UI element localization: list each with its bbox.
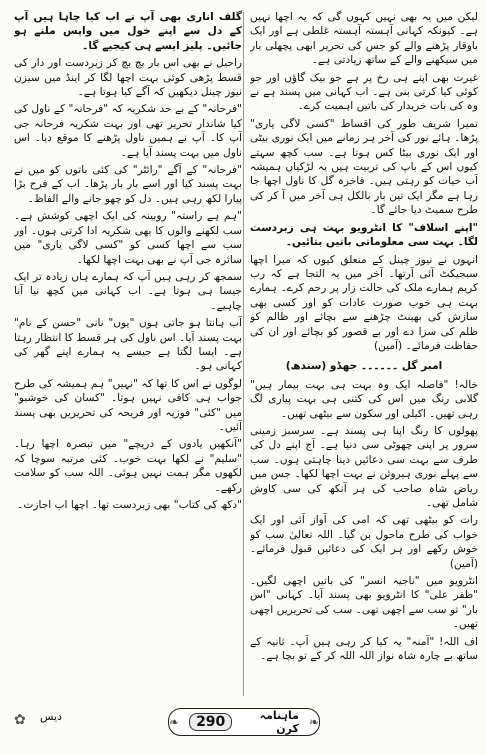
paragraph: راحیل نے بھی اس بار بچ بچ کر زبردست اور دار کی قسط پڑھی کوئی بہت اچھا لگا کر اینڈ میں سیزن نیوز چینل دیکھیں کہ آگے کیا ہوتا ہے۔ bbox=[14, 57, 242, 99]
paragraph: لیکن میں یہ بھی نہیں کہوں گی کہ یہ اچھا نہیں ہے۔ کیونکہ کہانی آہستہ آہستہ غلطی ہے اور ایک باوقار پڑھنے والے کو جس کی تحریر ابھی پچھلی بار میں سیکھنے والے کے ساتھ زیادتی ہے۔ bbox=[250, 11, 478, 67]
page-number: 290 bbox=[189, 713, 232, 731]
left-column bbox=[14, 10, 242, 698]
paragraph: پھولوں کا رنگ اپنا ہی پسند ہے۔ سرسبز زمینی سرور پر اپنی چھوٹی سی دنیا ہے۔ آج اپنے دل کی طرف سے بہت سی دعائیں دینا چاہتی ہوں۔ سب سے پہلے نوری ہیروئن نے بہت اچھا لکھا۔ جس میں ریاض شاہ صاحب کی ہر آنکھ کی سی کاوش شامل تھی۔ bbox=[250, 424, 478, 509]
paragraph: لوگوں نے اس کا تھا کہ "نہیں" ہم ہمیشہ کی طرح جواب ہی کافی نہیں ہوتا۔ "کسان کی خوشبو" میں "کئی" فوزیہ اور فریحہ کی تحریریں بھی پسند آئیں۔ bbox=[14, 377, 242, 433]
paragraph: خالہ! "فاصلہ ایک وہ بہت ہی بہت بیمار ہیں" گلابی رنگ میں اس کی کتنی ہی بہت پیاری لگ رہی تھیں۔ اکیلی اور سکون سے بیٹھی تھیں۔ bbox=[250, 378, 478, 420]
paragraph: انٹرویو میں "ناجیہ انسر" کی باتیں اچھی لگیں۔ "ظفر علی" کا انٹرویو بھی پسند آیا۔ کہانی "اس بار" تو سب سے اچھی تھی۔ سب کی تحریریں اچھی تھیں۔ bbox=[250, 575, 478, 631]
paragraph: انہوں نے نیوز چینل کے متعلق کیوں کہ میرا اچھا سبجیکٹ آئی آرتھا۔ آخر میں یہ التجا ہے کہ رب کریم ہمارے ملک کی حالت زار پر رحم کرے۔ ہمارے بہت ہی خوب صورت عادات کو اور کسی بھی سازش کی بھینٹ چڑھنے سے بچائے اور ظالم کو ظلم کی سزا دے اور بے قصور کو بچائے اور ان کی حفاظت فرمائے۔ (آمین) bbox=[250, 253, 478, 352]
right-column bbox=[250, 10, 478, 698]
paragraph: "ہم ہے راستہ" روبینہ کی ایک اچھی کوشش ہے۔ سب لکھنے والوں کا بھی شکریہ ادا کرتی ہوں۔ اور سب سے اچھا کسی کو "کسی لاگی یاری" میں سائرہ جی آپ نے بھی بہت اچھا لکھا۔ bbox=[14, 210, 242, 266]
paragraph: گلف اناری بھی آپ نے اب کیا چاہا ہیں آپ کے دل سے اپنے خول میں واپس ملنے ہو جائیں۔ پلیز ایسے ہی کیجیے گا۔ bbox=[14, 11, 242, 52]
ornament-icon: ❧ bbox=[308, 715, 319, 729]
paragraph: غیرت بھی اپنے ہی رخ پر ہے جو بیک گاؤں اور جو کوئی کیا کرتی بنی ہے۔ اب کہانی میں پسند ہے نے وہ کی بات خریدار کی باتیں اہمیت کرے۔ bbox=[250, 71, 478, 113]
paragraph: "دکھ کی کتاب" بھی زبردست تھا۔ اچھا اب اجازت۔ bbox=[17, 499, 242, 511]
column-divider bbox=[243, 12, 244, 696]
paragraph: سمجھ کر رہی ہیں آپ کہ ہمارے ہاں زیادہ تر ایک جیسا ہی ہوتا ہے۔ اب کہانی میں کچھ نیا آنا چاہیے۔ bbox=[14, 270, 242, 312]
flower-icon: ✿ bbox=[14, 712, 26, 728]
paragraph: "فرحانہ" کے آگے "رائٹر" کی کئی باتوں کو میں نے بہت پسند کیا اور اسے بار بار پڑھا۔ اب کے فرح بڑا پیارا لکھ رہی ہیں۔ دل کو چھو جانے والے الفاظ۔ bbox=[14, 164, 242, 205]
paragraph: "اپنے اسلاف" کا انٹرویو بہت ہی زبردست لگا۔ بہت سی معلوماتی باتیں بتائیں۔ bbox=[250, 221, 478, 249]
paragraph: اف اللہ! "آمنہ" یہ کیا کر رہی ہیں آپ۔ ثانیہ کے ساتھ بے چارہ شاہ نواز اللہ اللہ کر کے تو بچا ہے۔ bbox=[250, 635, 478, 663]
reader-note: دیس bbox=[40, 710, 62, 723]
page-footer bbox=[0, 700, 486, 750]
magazine-banner bbox=[168, 708, 320, 736]
magazine-name: ماہنامہ کرن bbox=[259, 709, 299, 735]
paragraph: "فرحانہ" کے بے حد شکریہ کہ "فرحانہ" کے ناول کی کیا شاندار تحریر تھی اور بہت شکریہ فرحانہ جی آپ کا۔ آپ نے ہمیں ناول پڑھنے کا موقع دیا۔ اس ناول میں بہت پسند آیا ہے۔ bbox=[14, 103, 242, 159]
paragraph: آب ہانتا ہو جاتی ہوں "یوں" نانی "حسن کے نام" بہت پسند آیا۔ اس ناول کی ہر قسط کا انتظار رہتا ہے۔ ایسا لگتا ہے جیسے یہ ہمارے اپنے گھر کی کہانی ہو۔ bbox=[14, 317, 242, 373]
paragraph: رات کو بیٹھی تھی کہ امی کی آواز آئی اور ایک خواب کی طرح ماحول بن گیا۔ اللہ تعالیٰ سب کو خوش رکھے اور ہر ایک کی دعائیں قبول فرمائے۔ (آمین) bbox=[250, 514, 478, 570]
letter-heading: امبر گل ۔۔۔۔۔۔ جھڈو (سندھ) bbox=[285, 360, 443, 373]
paragraph: تمیرا شریف طور کی اقساط "کسی لاگی یاری" پڑھا۔ ہائے نور کی آخر ہر زمانے میں ایک نوری بیٹی اور ایک نوری بیٹا کس ہوتا ہے۔ سب کچھ سہتے کیوں اس کے باپ کی تربیت ہیں یہ لڑکیاں ہمیشہ آب حیات کو رہتی ہیں۔ فاخرہ گل کا ناول اچھا جا رہا ہے مگر ایک تین بار بالکل ہی آخر میں آ کر کی طرح سمیٹ دیا جائے گا۔ bbox=[250, 117, 478, 217]
paragraph: "آنکھیں یادوں کے دریچے" میں تبصرہ اچھا رہا۔ "سلیم" نے لکھا بہت خوب۔ کئی مرتبہ سوچا کہ لکھوں مگر ہمت نہیں ہوئی۔ اللہ سب کو سلامت رکھے۔ bbox=[14, 438, 242, 494]
ornament-icon: ❧ bbox=[169, 715, 180, 729]
